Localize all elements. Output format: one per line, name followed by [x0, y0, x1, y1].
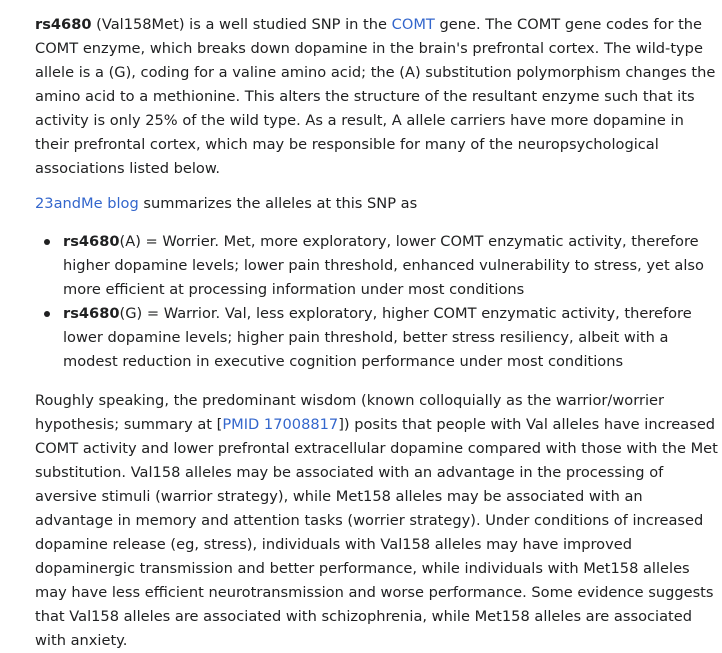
- comt-gene-link[interactable]: COMT: [391, 16, 435, 33]
- discussion-text-1: Roughly speaking, the predominant wisdom (known colloquially as the warrior/worrier hypothesis; summary at [: [35, 392, 664, 433]
- bullet-icon: [44, 239, 50, 245]
- allele-snp: rs4680: [63, 305, 120, 322]
- 23andme-blog-link[interactable]: 23andMe blog: [35, 195, 139, 212]
- summary-paragraph: [35, 192, 721, 216]
- intro-text-1: (Val158Met) is a well studied SNP in the: [91, 16, 392, 33]
- intro-paragraph: [35, 13, 721, 181]
- pmid-link[interactable]: PMID 17008817: [222, 416, 339, 433]
- article-content: [35, 13, 721, 653]
- allele-snp: rs4680: [63, 233, 120, 250]
- bullet-icon: [44, 311, 50, 317]
- intro-text-2: gene. The COMT gene codes for the COMT enzyme, which breaks down dopamine in the brain's prefrontal cortex. The wild-type allele is a (G), coding for a valine amino acid; the (A) substitution polymorphism changes the amino acid to a methionine. This alters the structure of the resultant enzyme such that its activity is only 25% of the wild type. As a result, A allele carriers have more dopamine in their prefrontal cortex, which may be responsible for many of the neuropsychological associations listed below.: [35, 16, 716, 177]
- snp-name: rs4680: [35, 16, 92, 33]
- allele-list: [35, 230, 721, 374]
- allele-description: (A) = Worrier. Met, more exploratory, lower COMT enzymatic activity, therefore higher dopamine levels; lower pain threshold, enhanced vulnerability to stress, yet also more efficient at processing information under most conditions: [63, 233, 704, 298]
- allele-description: (G) = Warrior. Val, less exploratory, higher COMT enzymatic activity, therefore lower dopamine levels; higher pain threshold, better stress resiliency, albeit with a modest reduction in executive cognition performance under most conditions: [63, 305, 692, 370]
- allele-item-a: [63, 230, 721, 302]
- discussion-text-2: ]) posits that people with Val alleles have increased COMT activity and lower prefrontal extracellular dopamine compared with those with the Met substitution. Val158 alleles may be associated with an advantage in the processing of aversive stimuli (warrior strategy), while Met158 alleles may be associated with an advantage in memory and attention tasks (worrier strategy). Under conditions of increased dopamine release (eg, stress), individuals with Val158 alleles may have improved dopaminergic transmission and better performance, while individuals with Met158 alleles may have less efficient neurotransmission and worse performance. Some evidence suggests that Val158 alleles are associated with schizophrenia, while Met158 alleles are associated with anxiety.: [35, 416, 718, 649]
- allele-item-g: [63, 302, 721, 374]
- summary-text: summarizes the alleles at this SNP as: [138, 195, 418, 212]
- discussion-paragraph: [35, 389, 721, 653]
